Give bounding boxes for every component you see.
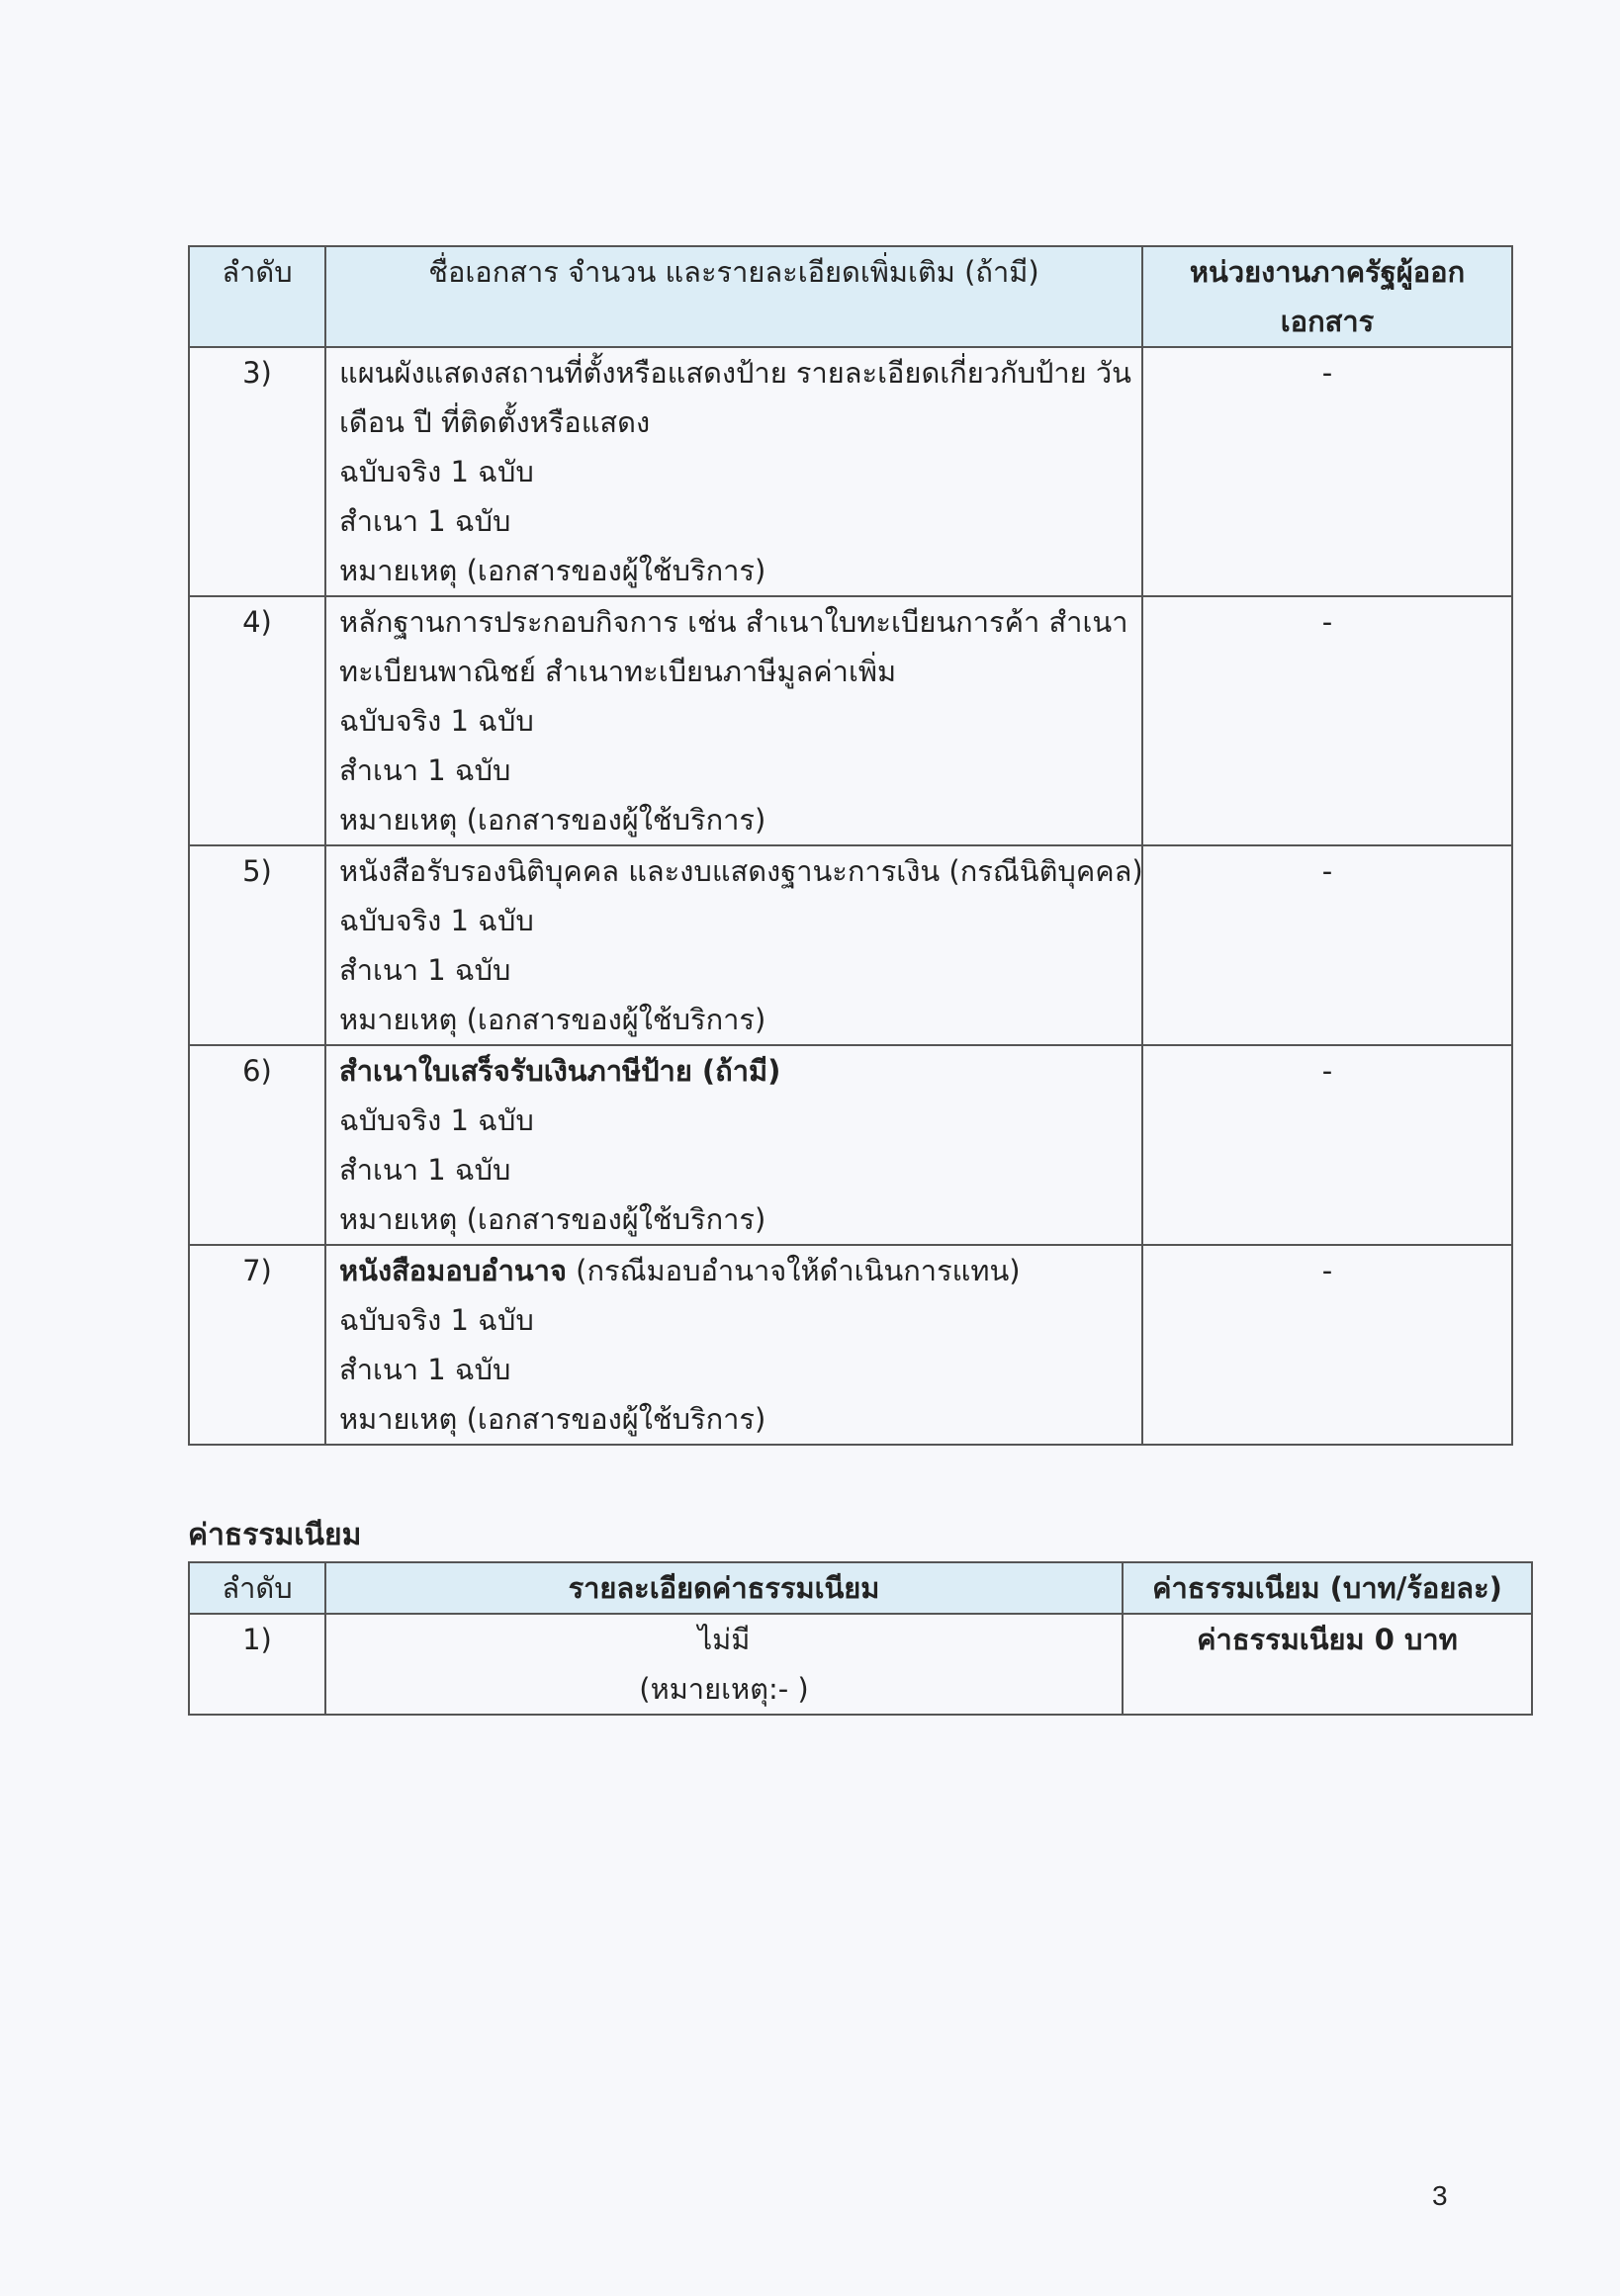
copy-count: สำเนา 1 ฉบับ	[339, 1353, 511, 1386]
document-note: หมายเหตุ (เอกสารของผู้ใช้บริการ)	[339, 803, 766, 837]
fee-row-number: 1)	[189, 1614, 325, 1715]
fee-header-detail: รายละเอียดค่าธรรมเนียม	[325, 1562, 1123, 1614]
table-row	[189, 1614, 1532, 1715]
header-document: ชื่อเอกสาร จำนวน และรายละเอียดเพิ่มเติม (ถ้ามี)	[325, 246, 1142, 347]
agency-cell: -	[1142, 1045, 1512, 1245]
fees-heading: ค่าธรรมเนียม	[188, 1518, 362, 1552]
header-agency-line1: หน่วยงานภาครัฐผู้ออก	[1189, 255, 1466, 289]
table-row	[189, 1045, 1512, 1245]
document-title	[339, 1246, 1141, 1295]
document-note: หมายเหตุ (เอกสารของผู้ใช้บริการ)	[339, 1402, 766, 1436]
row-number: 4)	[189, 596, 325, 845]
documents-table	[188, 245, 1513, 1446]
table-row	[189, 347, 1512, 596]
original-count: ฉบับจริง 1 ฉบับ	[339, 704, 534, 738]
row-number: 6)	[189, 1045, 325, 1245]
document-title: หลักฐานการประกอบกิจการ เช่น สำเนาใบทะเบียนการค้า สำเนา	[339, 605, 1128, 639]
agency-cell: -	[1142, 845, 1512, 1045]
document-title-rest: (กรณีมอบอำนาจให้ดำเนินการแทน)	[566, 1254, 1021, 1287]
document-title: แผนผังแสดงสถานที่ตั้งหรือแสดงป้าย รายละเอียดเกี่ยวกับป้าย วัน	[339, 356, 1131, 390]
document-cell	[325, 347, 1142, 596]
copy-count: สำเนา 1 ฉบับ	[339, 504, 511, 538]
fees-table	[188, 1561, 1533, 1716]
document-title-cont: เดือน ปี ที่ติดตั้งหรือแสดง	[339, 405, 651, 439]
table-row	[189, 1245, 1512, 1445]
fee-amount: ค่าธรรมเนียม 0 บาท	[1123, 1614, 1532, 1715]
fee-note: (หมายเหตุ:- )	[639, 1672, 809, 1706]
copy-count: สำเนา 1 ฉบับ	[339, 1153, 511, 1187]
document-cell	[325, 1245, 1142, 1445]
original-count: ฉบับจริง 1 ฉบับ	[339, 455, 534, 488]
row-number: 7)	[189, 1245, 325, 1445]
document-cell	[325, 845, 1142, 1045]
page-number: 3	[1432, 2180, 1448, 2211]
document-note: หมายเหตุ (เอกสารของผู้ใช้บริการ)	[339, 1003, 766, 1036]
fee-header-amount: ค่าธรรมเนียม (บาท/ร้อยละ)	[1123, 1562, 1532, 1614]
copy-count: สำเนา 1 ฉบับ	[339, 753, 511, 787]
document-title-bold: หนังสือมอบอำนาจ	[339, 1254, 567, 1287]
header-agency	[1142, 246, 1512, 347]
row-number: 5)	[189, 845, 325, 1045]
row-number: 3)	[189, 347, 325, 596]
document-title: สำเนาใบเสร็จรับเงินภาษีป้าย (ถ้ามี)	[339, 1054, 781, 1088]
fee-header-no: ลำดับ	[189, 1562, 325, 1614]
document-note: หมายเหตุ (เอกสารของผู้ใช้บริการ)	[339, 554, 766, 587]
original-count: ฉบับจริง 1 ฉบับ	[339, 1104, 534, 1137]
document-cell	[325, 1045, 1142, 1245]
documents-table-header	[189, 246, 1512, 347]
original-count: ฉบับจริง 1 ฉบับ	[339, 904, 534, 937]
document-cell	[325, 596, 1142, 845]
header-agency-line2: เอกสาร	[1280, 305, 1375, 338]
header-no: ลำดับ	[189, 246, 325, 347]
agency-cell: -	[1142, 596, 1512, 845]
agency-cell: -	[1142, 1245, 1512, 1445]
fee-detail-cell	[325, 1614, 1123, 1715]
document-note: หมายเหตุ (เอกสารของผู้ใช้บริการ)	[339, 1202, 766, 1236]
copy-count: สำเนา 1 ฉบับ	[339, 953, 511, 987]
agency-cell: -	[1142, 347, 1512, 596]
fees-table-header	[189, 1562, 1532, 1614]
original-count: ฉบับจริง 1 ฉบับ	[339, 1303, 534, 1337]
table-row	[189, 845, 1512, 1045]
document-title-cont: ทะเบียนพาณิชย์ สำเนาทะเบียนภาษีมูลค่าเพิ่ม	[339, 655, 897, 688]
fee-detail: ไม่มี	[697, 1623, 751, 1656]
document-title: หนังสือรับรองนิติบุคคล และงบแสดงฐานะการเงิน (กรณีนิติบุคคล)	[339, 854, 1143, 888]
table-row	[189, 596, 1512, 845]
